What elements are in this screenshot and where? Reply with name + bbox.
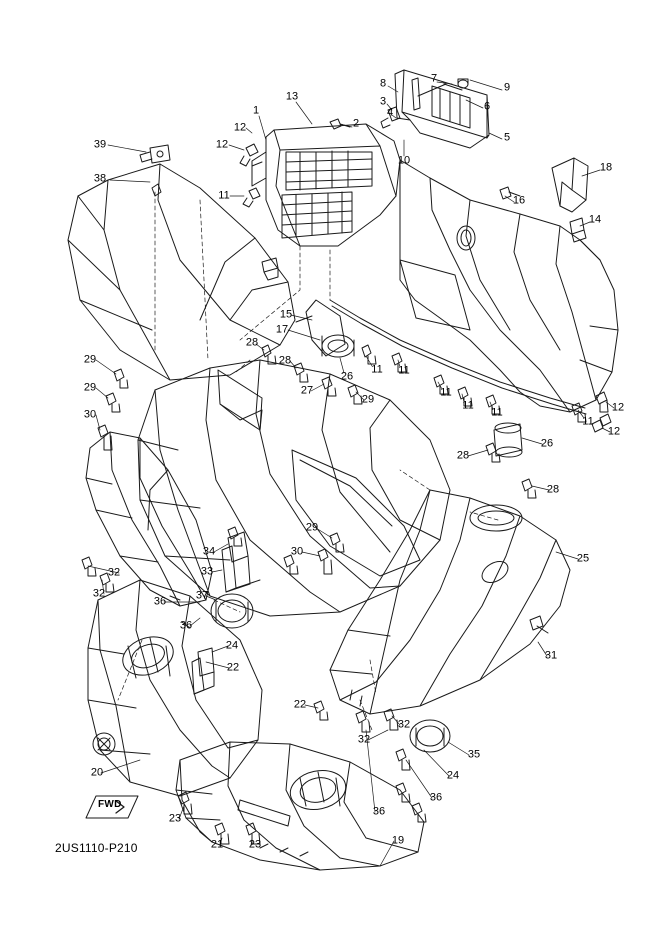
callout-number: 5 bbox=[503, 131, 511, 144]
callout-number: 11 bbox=[440, 386, 452, 399]
callout-number: 12 bbox=[215, 138, 229, 151]
callout-number: 11 bbox=[582, 415, 594, 428]
callout-number: 29 bbox=[83, 353, 97, 366]
callout-number: 21 bbox=[210, 838, 224, 851]
callout-number: 13 bbox=[285, 90, 299, 103]
callout-number: 24 bbox=[225, 639, 239, 652]
callout-number: 23 bbox=[248, 838, 262, 851]
callout-number: 28 bbox=[546, 483, 560, 496]
callout-number: 16 bbox=[512, 194, 526, 207]
callout-number: 23 bbox=[168, 812, 182, 825]
callout-number: 3 bbox=[379, 95, 387, 108]
callout-number: 19 bbox=[391, 834, 405, 847]
callout-number: 37 bbox=[195, 589, 209, 602]
callout-number: 22 bbox=[293, 698, 307, 711]
callout-number: 14 bbox=[588, 213, 602, 226]
front-grille-assembly bbox=[240, 119, 400, 246]
callout-number: 29 bbox=[83, 381, 97, 394]
callout-number: 36 bbox=[372, 805, 386, 818]
callout-number: 4 bbox=[386, 106, 394, 119]
callout-number: 26 bbox=[540, 437, 554, 450]
callout-number: 10 bbox=[397, 154, 411, 167]
callout-number: 6 bbox=[483, 100, 491, 113]
callout-number: 28 bbox=[245, 336, 259, 349]
callout-number: 36 bbox=[153, 595, 167, 608]
callout-number: 28 bbox=[278, 354, 292, 367]
callout-number: 36 bbox=[429, 791, 443, 804]
callout-number: 29 bbox=[305, 521, 319, 534]
callout-number: 35 bbox=[467, 748, 481, 761]
callout-number: 15 bbox=[279, 308, 293, 321]
callout-number: 27 bbox=[300, 384, 314, 397]
callout-number: 18 bbox=[599, 161, 613, 174]
callout-number: 30 bbox=[83, 408, 97, 421]
part-code-label: 2US1110-P210 bbox=[55, 841, 138, 855]
callout-number: 17 bbox=[275, 323, 289, 336]
callout-number: 26 bbox=[340, 370, 354, 383]
callout-number: 25 bbox=[576, 552, 590, 565]
callout-number: 12 bbox=[611, 401, 625, 414]
callout-number: 11 bbox=[462, 399, 474, 412]
callout-number: 11 bbox=[371, 363, 383, 376]
callout-number: 39 bbox=[93, 138, 107, 151]
callout-number: 32 bbox=[107, 566, 121, 579]
callout-number: 32 bbox=[357, 733, 371, 746]
callout-number: 28 bbox=[456, 449, 470, 462]
center-cover-assembly bbox=[98, 300, 536, 616]
reference-lines bbox=[118, 189, 498, 730]
fwd-direction-label: FWD bbox=[98, 799, 122, 810]
callout-number: 31 bbox=[544, 649, 558, 662]
callout-number: 7 bbox=[430, 72, 438, 85]
callout-number: 33 bbox=[200, 565, 214, 578]
callout-number: 9 bbox=[503, 81, 511, 94]
left-front-fender bbox=[82, 432, 298, 844]
callout-number: 8 bbox=[379, 77, 387, 90]
callout-number: 1 bbox=[252, 104, 260, 117]
callout-number: 34 bbox=[202, 545, 216, 558]
callout-number: 12 bbox=[233, 121, 247, 134]
callout-number: 30 bbox=[290, 545, 304, 558]
callout-number: 22 bbox=[226, 661, 240, 674]
callout-number: 12 bbox=[607, 425, 621, 438]
callout-number: 11 bbox=[398, 364, 410, 377]
callout-number: 2 bbox=[352, 117, 360, 130]
callout-number: 36 bbox=[179, 619, 193, 632]
callout-number: 38 bbox=[93, 172, 107, 185]
callout-number: 32 bbox=[397, 718, 411, 731]
callout-number: 32 bbox=[92, 587, 106, 600]
callout-number: 11 bbox=[491, 406, 503, 419]
callout-number: 20 bbox=[90, 766, 104, 779]
callout-number: 24 bbox=[446, 769, 460, 782]
callout-number: 11 bbox=[218, 189, 230, 202]
callout-number: 29 bbox=[361, 393, 375, 406]
